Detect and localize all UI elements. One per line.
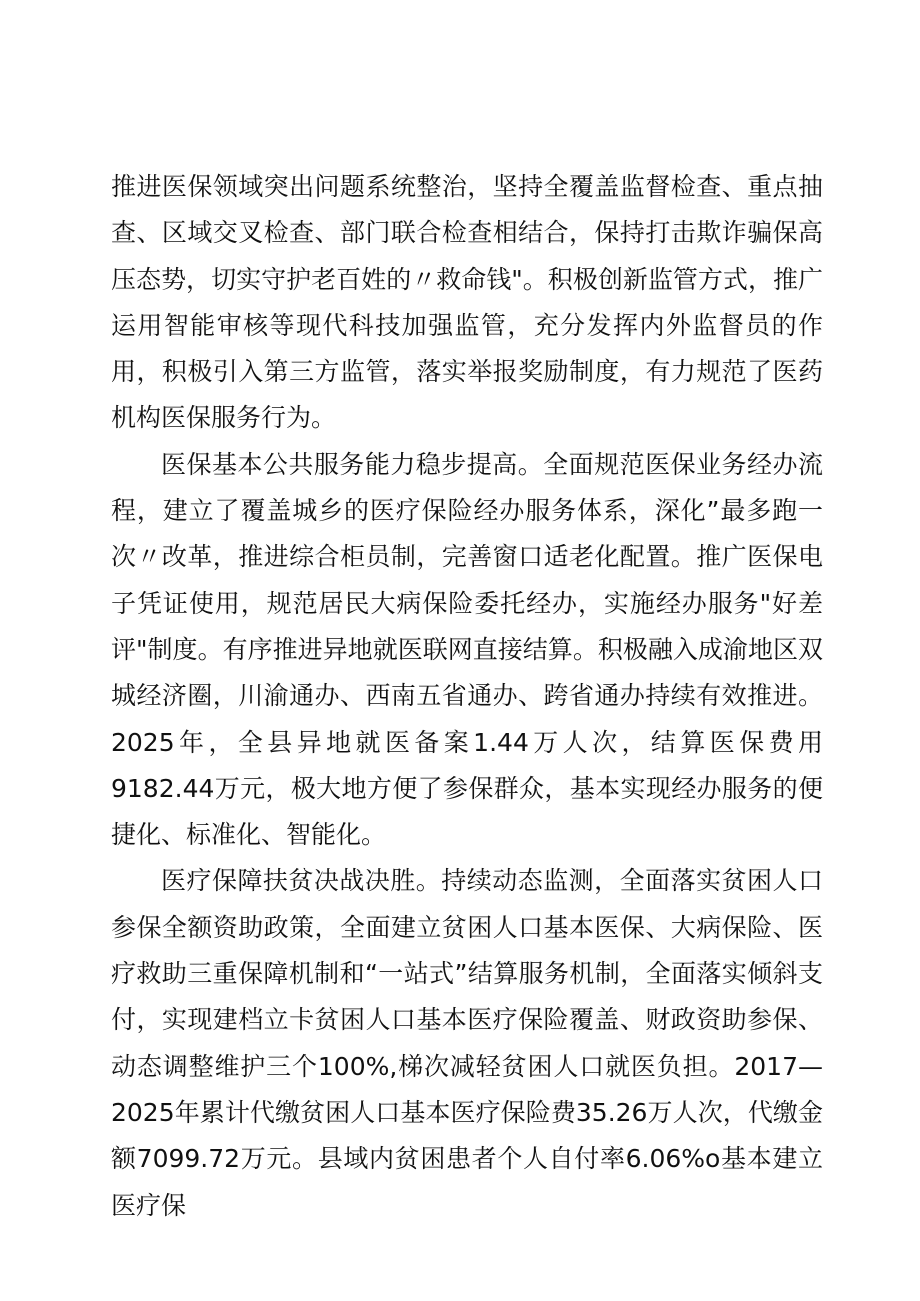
paragraph-supervision: 推进医保领域突出问题系统整治，坚持全覆盖监督检查、重点抽查、区域交叉检查、部门联合检查相结合，保持打击欺诈骗保高压态势，切实守护老百姓的〃救命钱"。积极创新监管方式，推广运用智能审核等现代科技加强监管，充分发挥内外监督员的作用，积极引入第三方监管，落实举报奖励制度，有力规范了医药机构医保服务行为。 [111,172,823,433]
body-text [111,164,823,1229]
paragraph-public-service: 医保基本公共服务能力稳步提高。全面规范医保业务经办流程，建立了覆盖城乡的医疗保险经办服务体系，深化”最多跑一次〃改革，推进综合柜员制，完善窗口适老化配置。推广医保电子凭证使用，规范居民大病保险委托经办，实施经办服务"好差评"制度。有序推进异地就医联网直接结算。积极融入成渝地区双城经济圈，川渝通办、西南五省通办、跨省通办持续有效推进。2025年，全县异地就医备案1.44万人次，结算医保费用9182.44万元，极大地方便了参保群众，基本实现经办服务的便捷化、标准化、智能化。 [111,449,823,850]
paragraph-poverty-alleviation: 医疗保障扶贫决战决胜。持续动态监测，全面落实贫困人口参保全额资助政策，全面建立贫困人口基本医保、大病保险、医疗救助三重保障机制和“一站式”结算服务机制，全面落实倾斜支付，实现建档立卡贫困人口基本医疗保险覆盖、财政资助参保、动态调整维护三个100%,梯次减轻贫困人口就医负担。2017—2025年累计代缴贫困人口基本医疗保险费35.26万人次，代缴金额7099.72万元。县域内贫困患者个人自付率6.06%o基本建立医疗保 [111,866,823,1220]
